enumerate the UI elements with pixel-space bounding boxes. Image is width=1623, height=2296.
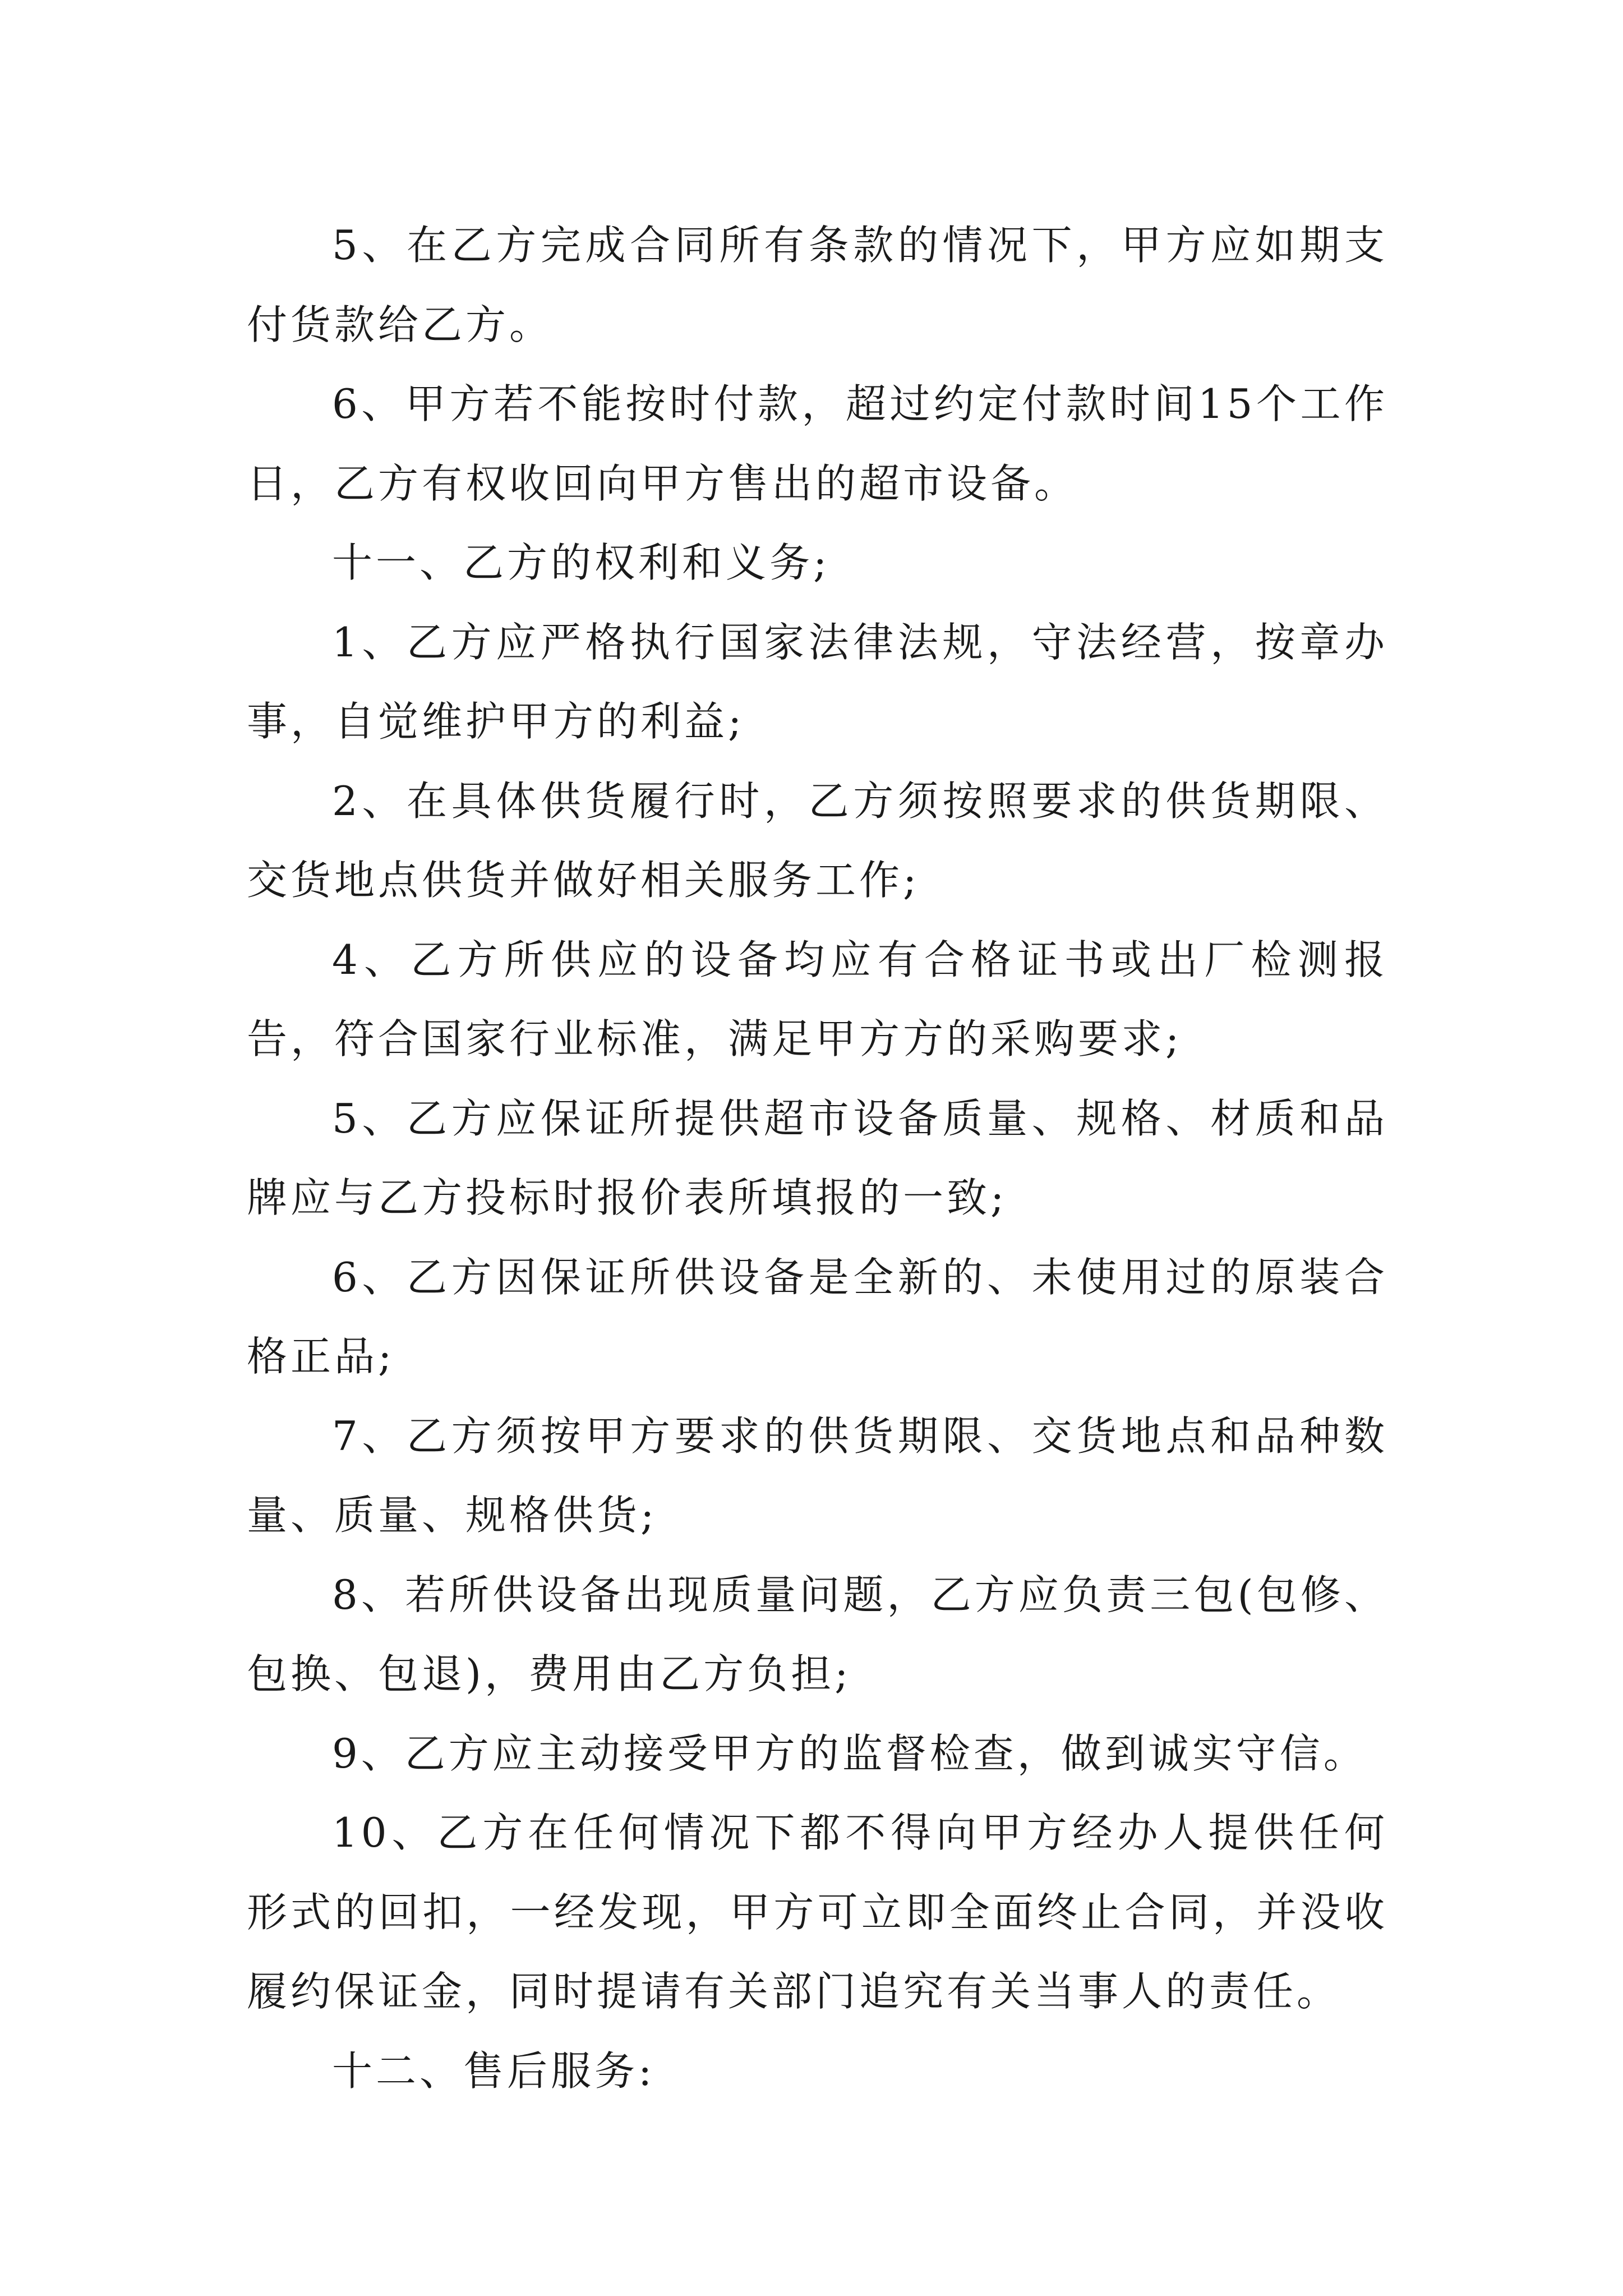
section-heading: 十二、售后服务:: [332, 2047, 656, 2095]
clause-paragraph: 5、在乙方完成合同所有条款的情况下，甲方应如期支付货款给乙方。: [247, 222, 1388, 348]
clause-paragraph: 5、乙方应保证所提供超市设备质量、规格、材质和品牌应与乙方投标时报价表所填报的一致;: [247, 1094, 1388, 1221]
document-body: [247, 206, 1388, 2111]
clause-paragraph: 1、乙方应严格执行国家法律法规，守法经营，按章办事，自觉维护甲方的利益;: [247, 618, 1388, 745]
clause-paragraph: 8、若所供设备出现质量问题，乙方应负责三包(包修、包换、包退)，费用由乙方负担;: [247, 1571, 1388, 1697]
clause-paragraph: 9、乙方应主动接受甲方的监督检查，做到诚实守信。: [332, 1729, 1367, 1777]
clause-paragraph: 6、甲方若不能按时付款，超过约定付款时间15个工作日，乙方有权收回向甲方售出的超市设备。: [247, 380, 1388, 507]
clause-paragraph: 4、乙方所供应的设备均应有合格证书或出厂检测报告，符合国家行业标准，满足甲方方的采购要求;: [247, 936, 1388, 1062]
section-heading: 十一、乙方的权利和义务;: [332, 539, 831, 586]
clause-paragraph: 10、乙方在任何情况下都不得向甲方经办人提供任何形式的回扣，一经发现，甲方可立即全面终止合同，并没收履约保证金，同时提请有关部门追究有关当事人的责任。: [247, 1809, 1388, 2015]
clause-paragraph: 2、在具体供货履行时，乙方须按照要求的供货期限、交货地点供货并做好相关服务工作;: [247, 777, 1388, 904]
clause-paragraph: 7、乙方须按甲方要求的供货期限、交货地点和品种数量、质量、规格供货;: [247, 1412, 1388, 1539]
clause-paragraph: 6、乙方因保证所供设备是全新的、未使用过的原装合格正品;: [247, 1253, 1388, 1380]
